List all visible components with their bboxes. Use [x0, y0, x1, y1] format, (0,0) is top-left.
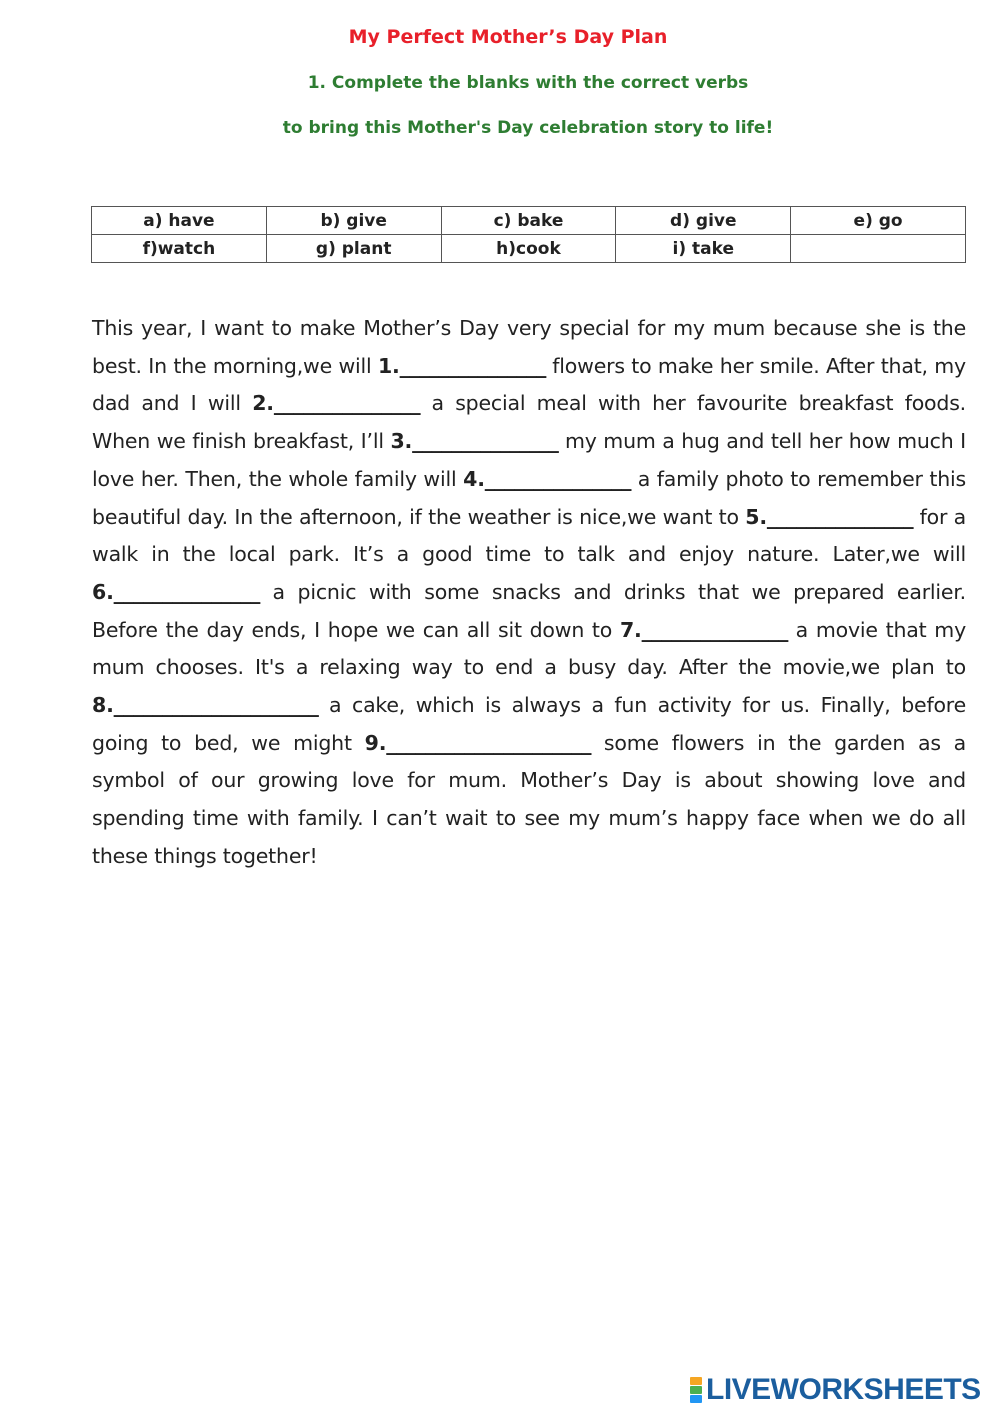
blank-7-input[interactable]: _______________: [641, 617, 788, 642]
passage-text: flowers to make her smile. After that, my dad and I will: [92, 353, 966, 416]
logo-block: [690, 1395, 702, 1403]
word-bank-row: [92, 207, 966, 235]
blank-5-input[interactable]: _______________: [766, 504, 914, 529]
word-bank-cell: e) go: [791, 207, 966, 235]
logo-text: LIVEWORKSHEETS: [706, 1373, 981, 1406]
word-bank-cell: a) have: [92, 207, 267, 235]
instruction-line-2: to bring this Mother's Day celebration story to life!: [282, 118, 774, 138]
passage-text: a movie that my mum chooses. It's a relaxing way to end a busy day. After the movie,we plan to: [92, 617, 966, 680]
word-bank-cell: i) take: [616, 235, 791, 263]
passage-text: some flowers in the garden as a symbol of our growing love for mum. Mother’s Day is about showing love and spending time with family. I can’t wait to see my mum’s happy face when we do all these things together!: [92, 730, 967, 868]
word-bank-cell: c) bake: [441, 207, 616, 235]
passage-text: This year, I want to make Mother’s Day very special for my mum because she is the best. In the morning,we will: [92, 316, 966, 378]
blank-number-6: 6.: [92, 579, 114, 604]
word-bank-cell: f)watch: [92, 235, 267, 263]
logo-block: [690, 1386, 702, 1394]
liveworksheets-logo: [690, 1374, 981, 1406]
blank-4-input[interactable]: _______________: [484, 466, 632, 491]
blank-number-4: 4.: [463, 466, 485, 491]
passage-text: a special meal with her favourite breakfast foods. When we finish breakfast, I’ll: [92, 391, 967, 454]
blank-9-input[interactable]: _____________________: [386, 730, 592, 755]
worksheet-title: My Perfect Mother’s Day Plan: [348, 26, 668, 48]
blank-number-9: 9.: [364, 730, 387, 755]
blank-number-1: 1.: [377, 353, 400, 378]
blank-number-5: 5.: [745, 504, 767, 529]
logo-block: [690, 1377, 702, 1385]
blank-number-8: 8.: [92, 693, 114, 718]
passage-text: a family photo to remember this beautiful day. In the afternoon, if the weather is nice,we want to: [92, 466, 966, 529]
word-bank-cell: g) plant: [266, 235, 441, 263]
blank-number-2: 2.: [252, 391, 274, 416]
blank-2-input[interactable]: _______________: [273, 391, 421, 416]
word-bank-cell: d) give: [616, 207, 791, 235]
word-bank-cell: b) give: [266, 207, 441, 235]
blank-number-3: 3.: [390, 429, 413, 454]
word-bank-cell: [791, 235, 966, 263]
passage-text: a cake, which is always a fun activity for us. Finally, before going to bed, we might: [92, 693, 966, 755]
word-bank-row: [92, 235, 966, 263]
blank-8-input[interactable]: _____________________: [113, 693, 319, 718]
passage-text: for a walk in the local park. It’s a good time to talk and enjoy nature. Later,we will: [92, 504, 967, 567]
blank-1-input[interactable]: _______________: [399, 353, 546, 378]
passage-text: a picnic with some snacks and drinks that we prepared earlier. Before the day ends, I hope we can all sit down to: [92, 579, 966, 642]
passage-text: my mum a hug and tell her how much I love her. Then, the whole family will: [92, 429, 967, 491]
instruction-line-1: 1. Complete the blanks with the correct verbs: [307, 73, 749, 93]
word-bank-cell: h)cook: [441, 235, 616, 263]
blank-3-input[interactable]: _______________: [412, 429, 559, 454]
blank-number-7: 7.: [619, 617, 642, 642]
word-bank-table: [91, 206, 966, 263]
blank-6-input[interactable]: _______________: [113, 579, 260, 604]
story-passage: [92, 310, 966, 876]
liveworksheets-mark-icon: [690, 1377, 702, 1403]
